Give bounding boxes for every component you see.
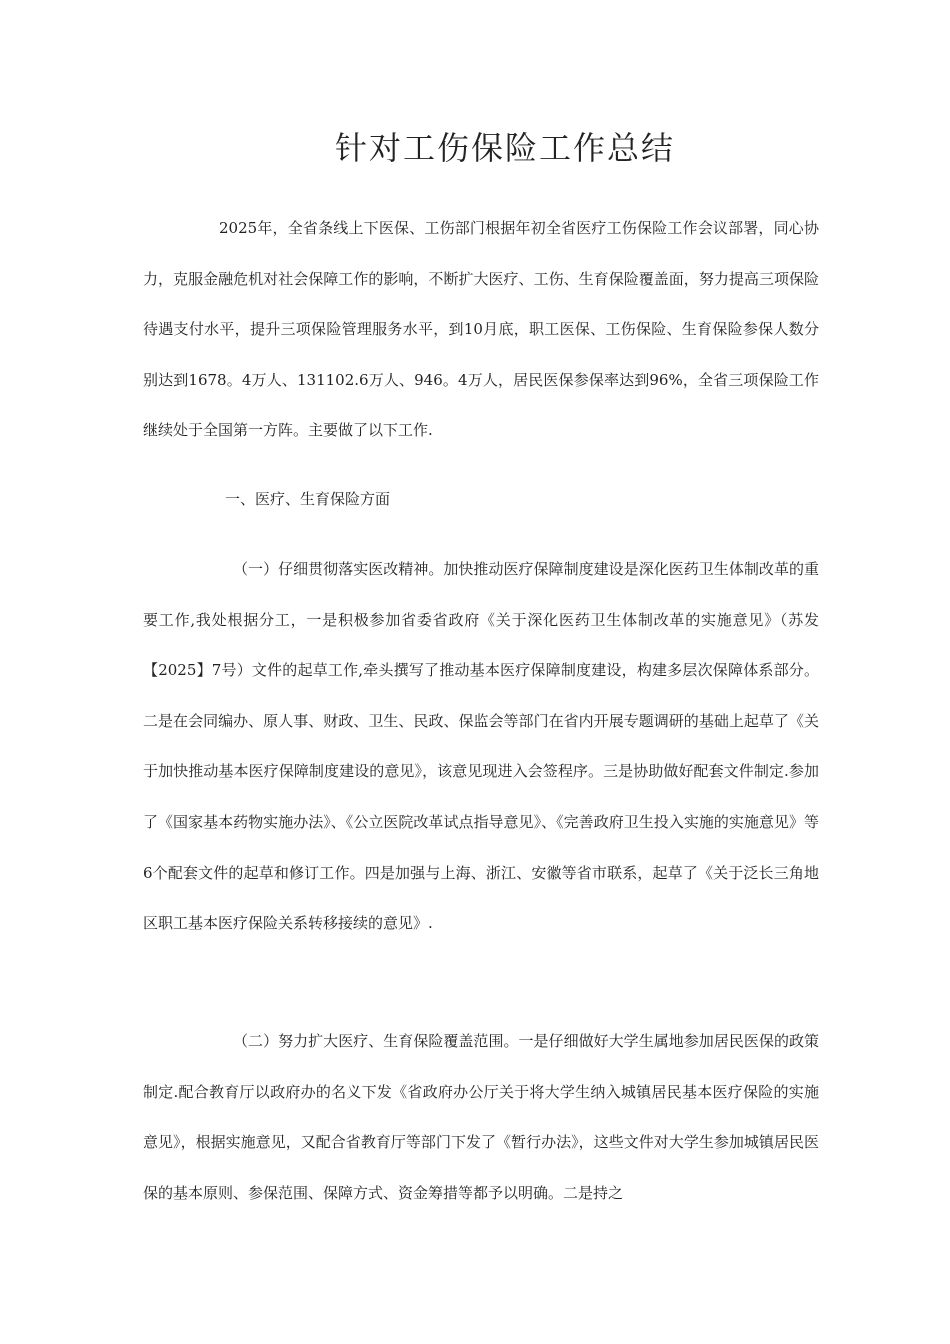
paragraph-item-2: [143, 1016, 819, 1218]
paragraph-item-2-text: （二）努力扩大医疗、生育保险覆盖范围。一是仔细做好大学生属地参加居民医保的政策制定.配合教育厅以政府办的名义下发《省政府办公厅关于将大学生纳入城镇居民基本医疗保险的实施意见》，根据实施意见，又配合省教育厅等部门下发了《暂行办法》，这些文件对大学生参加城镇居民医保的基本原则、参保范围、保障方式、资金筹措等都予以明确。二是持之: [143, 1032, 819, 1202]
paragraph-intro-text: 2025年，全省条线上下医保、工伤部门根据年初全省医疗工伤保险工作会议部署，同心协力，克服金融危机对社会保障工作的影响，不断扩大医疗、工伤、生育保险覆盖面，努力提高三项保险待遇支付水平，提升三项保险管理服务水平，到10月底，职工医保、工伤保险、生育保险参保人数分别达到1678。4万人、131102.6万人、946。4万人，居民医保参保率达到96%，全省三项保险工作继续处于全国第一方阵。主要做了以下工作.: [143, 219, 819, 440]
paragraph-item-1-text: （一）仔细贯彻落实医改精神。加快推动医疗保障制度建设是深化医药卫生体制改革的重要工作,我处根据分工，一是积极参加省委省政府《关于深化医药卫生体制改革的实施意见》（苏发【2025】7号）文件的起草工作,牵头撰写了推动基本医疗保障制度建设，构建多层次保障体系部分。二是在会同编办、原人事、财政、卫生、民政、保监会等部门在省内开展专题调研的基础上起草了《关于加快推动基本医疗保障制度建设的意见》，该意见现进入会签程序。三是协助做好配套文件制定.参加了《国家基本药物实施办法》、《公立医院改革试点指导意见》、《完善政府卫生投入实施的实施意见》等6个配套文件的起草和修订工作。四是加强与上海、浙江、安徽等省市联系，起草了《关于泛长三角地区职工基本医疗保险关系转移接续的意见》.: [143, 560, 819, 933]
paragraph-intro: [143, 203, 819, 456]
paragraph-item-1: [143, 544, 819, 949]
document-title: 针对工伤保险工作总结: [334, 129, 675, 167]
section-heading-text: 一、医疗、生育保险方面: [225, 490, 391, 508]
section-heading: [143, 474, 819, 525]
